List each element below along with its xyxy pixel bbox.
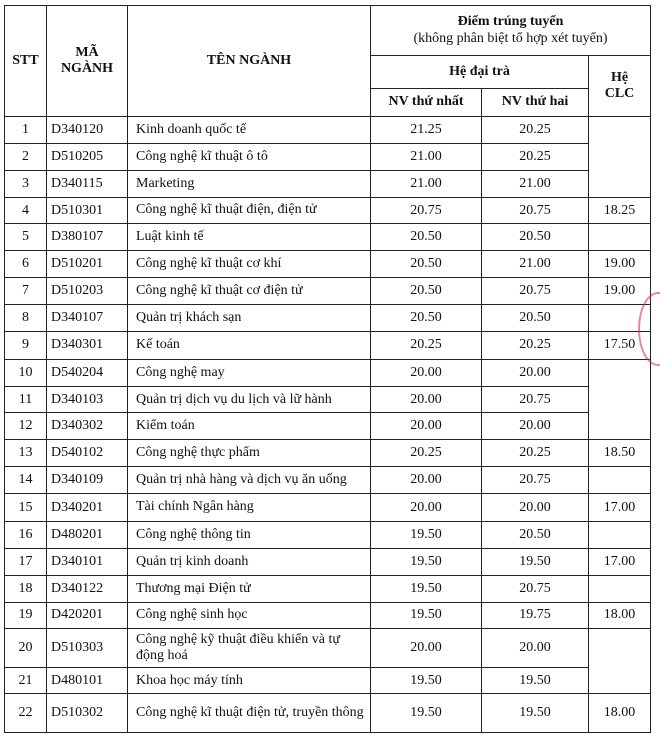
cell-nv-thu-nhat: 21.00 [371, 143, 482, 170]
table-row [5, 143, 651, 170]
cell-clc [589, 575, 651, 602]
cell-nv-thu-hai: 19.50 [482, 667, 589, 694]
cell-ma-nganh: D510205 [47, 143, 128, 170]
cell-nv-thu-hai: 20.75 [482, 197, 589, 224]
cell-nv-thu-hai: 20.75 [482, 278, 589, 305]
cell-nv-thu-nhat: 19.50 [371, 694, 482, 733]
table-row [5, 440, 651, 467]
header-diem-title: Điểm trúng tuyển [457, 14, 564, 30]
cell-nv-thu-hai: 20.00 [482, 629, 589, 667]
cell-ma-nganh: D420201 [47, 602, 128, 629]
cell-nv-thu-hai: 20.50 [482, 305, 589, 332]
cell-nv-thu-hai: 21.00 [482, 170, 589, 197]
header-nv-thu-hai: NV thứ hai [482, 89, 589, 117]
cell-clc [589, 359, 651, 440]
cell-ma-nganh: D340101 [47, 548, 128, 575]
table-row [5, 413, 651, 440]
cell-clc: 18.00 [589, 694, 651, 733]
cell-stt: 20 [5, 629, 47, 667]
table-row [5, 548, 651, 575]
cell-nv-thu-nhat: 21.00 [371, 170, 482, 197]
table-row [5, 359, 651, 386]
cell-stt: 12 [5, 413, 47, 440]
table-row [5, 386, 651, 413]
cell-clc [589, 467, 651, 494]
cell-ma-nganh: D340122 [47, 575, 128, 602]
cell-stt: 16 [5, 521, 47, 548]
cell-clc: 17.00 [589, 494, 651, 522]
table-row [5, 494, 651, 522]
cell-ten-nganh: Quản trị dịch vụ du lịch và lữ hành [128, 386, 371, 413]
cell-ma-nganh: D340103 [47, 386, 128, 413]
cell-nv-thu-nhat: 20.50 [371, 305, 482, 332]
cell-stt: 13 [5, 440, 47, 467]
cell-ma-nganh: D340302 [47, 413, 128, 440]
cell-stt: 2 [5, 143, 47, 170]
cell-nv-thu-nhat: 20.25 [371, 440, 482, 467]
cell-ten-nganh: Thương mại Điện tử [128, 575, 371, 602]
cell-ma-nganh: D480201 [47, 521, 128, 548]
header-he-dai-tra: Hệ đại trà [371, 56, 589, 89]
cell-clc: 17.00 [589, 548, 651, 575]
table-row [5, 331, 651, 359]
cell-clc [589, 629, 651, 694]
cell-nv-thu-nhat: 20.25 [371, 331, 482, 359]
cell-ma-nganh: D340115 [47, 170, 128, 197]
cell-nv-thu-hai: 20.00 [482, 359, 589, 386]
table-row [5, 629, 651, 667]
cell-stt: 5 [5, 224, 47, 251]
cell-ten-nganh: Công nghệ kĩ thuật cơ điện tử [128, 278, 371, 305]
cell-stt: 18 [5, 575, 47, 602]
cell-stt: 4 [5, 197, 47, 224]
cell-ten-nganh: Công nghệ sinh học [128, 602, 371, 629]
cell-stt: 1 [5, 117, 47, 144]
table-row [5, 521, 651, 548]
cell-ten-nganh: Khoa học máy tính [128, 667, 371, 694]
cell-stt: 11 [5, 386, 47, 413]
cell-stt: 9 [5, 331, 47, 359]
cell-ma-nganh: D510201 [47, 251, 128, 278]
cell-nv-thu-hai: 20.00 [482, 494, 589, 522]
cell-ten-nganh: Công nghệ kỹ thuật điều khiển và tự động hoá [128, 629, 371, 667]
cell-stt: 10 [5, 359, 47, 386]
cell-clc: 17.50 [589, 331, 651, 359]
header-diem-trung-tuyen [371, 6, 651, 56]
cell-nv-thu-nhat: 21.25 [371, 117, 482, 144]
cell-ten-nganh: Quản trị khách sạn [128, 305, 371, 332]
table-row [5, 170, 651, 197]
header-ma-line2: NGÀNH [60, 61, 114, 76]
table-row [5, 251, 651, 278]
cell-nv-thu-hai: 20.25 [482, 440, 589, 467]
cell-clc [589, 117, 651, 198]
cell-stt: 15 [5, 494, 47, 522]
cell-stt: 14 [5, 467, 47, 494]
cell-ma-nganh: D510302 [47, 694, 128, 733]
cell-ten-nganh: Quản trị nhà hàng và dịch vụ ăn uống [128, 467, 371, 494]
table-row [5, 575, 651, 602]
header-diem-subtitle: (không phân biệt tổ hợp xét tuyển) [413, 30, 608, 46]
cell-nv-thu-nhat: 19.50 [371, 667, 482, 694]
cell-nv-thu-nhat: 20.00 [371, 386, 482, 413]
cell-clc: 18.25 [589, 197, 651, 224]
table-row [5, 602, 651, 629]
cell-stt: 17 [5, 548, 47, 575]
cell-ten-nganh: Công nghệ kĩ thuật điện tử, truyền thông [128, 694, 371, 733]
cell-stt: 3 [5, 170, 47, 197]
table-row [5, 467, 651, 494]
cell-clc: 19.00 [589, 278, 651, 305]
cell-stt: 6 [5, 251, 47, 278]
cell-ten-nganh: Công nghệ may [128, 359, 371, 386]
header-ma-nganh [47, 6, 128, 117]
cell-ma-nganh: D510301 [47, 197, 128, 224]
cell-nv-thu-hai: 20.75 [482, 386, 589, 413]
admission-scores-table [4, 5, 651, 733]
cell-stt: 8 [5, 305, 47, 332]
cell-nv-thu-hai: 19.50 [482, 548, 589, 575]
table-row [5, 197, 651, 224]
table-body [5, 117, 651, 733]
cell-nv-thu-hai: 20.75 [482, 575, 589, 602]
cell-ma-nganh: D480101 [47, 667, 128, 694]
cell-ten-nganh: Công nghệ thông tin [128, 521, 371, 548]
cell-clc [589, 521, 651, 548]
cell-nv-thu-hai: 20.50 [482, 224, 589, 251]
table-row [5, 667, 651, 694]
header-clc-line2: CLC [604, 86, 635, 101]
cell-ten-nganh: Kinh doanh quốc tế [128, 117, 371, 144]
cell-stt: 7 [5, 278, 47, 305]
cell-stt: 22 [5, 694, 47, 733]
cell-nv-thu-hai: 20.25 [482, 331, 589, 359]
cell-ten-nganh: Luật kinh tế [128, 224, 371, 251]
cell-nv-thu-hai: 20.00 [482, 413, 589, 440]
cell-clc: 19.00 [589, 251, 651, 278]
cell-nv-thu-nhat: 20.75 [371, 197, 482, 224]
cell-nv-thu-nhat: 20.00 [371, 629, 482, 667]
cell-nv-thu-hai: 20.25 [482, 143, 589, 170]
table-row [5, 305, 651, 332]
cell-ten-nganh: Marketing [128, 170, 371, 197]
cell-ma-nganh: D340109 [47, 467, 128, 494]
header-nv-thu-nhat: NV thứ nhất [371, 89, 482, 117]
header-stt: STT [5, 6, 47, 117]
cell-clc: 18.00 [589, 602, 651, 629]
cell-nv-thu-nhat: 20.00 [371, 467, 482, 494]
cell-ma-nganh: D340107 [47, 305, 128, 332]
cell-nv-thu-hai: 21.00 [482, 251, 589, 278]
table-header [5, 6, 651, 117]
table-row [5, 224, 651, 251]
cell-clc: 18.50 [589, 440, 651, 467]
cell-ten-nganh: Công nghệ kĩ thuật cơ khí [128, 251, 371, 278]
cell-nv-thu-nhat: 20.50 [371, 278, 482, 305]
table-row [5, 117, 651, 144]
table-row [5, 694, 651, 733]
cell-ten-nganh: Quản trị kinh doanh [128, 548, 371, 575]
header-ten-nganh: TÊN NGÀNH [128, 6, 371, 117]
cell-nv-thu-nhat: 20.00 [371, 494, 482, 522]
cell-stt: 21 [5, 667, 47, 694]
cell-ma-nganh: D340201 [47, 494, 128, 522]
cell-ten-nganh: Kiểm toán [128, 413, 371, 440]
cell-nv-thu-hai: 19.75 [482, 602, 589, 629]
header-he-clc [589, 56, 651, 117]
cell-nv-thu-nhat: 19.50 [371, 602, 482, 629]
cell-nv-thu-nhat: 20.00 [371, 413, 482, 440]
cell-nv-thu-hai: 20.75 [482, 467, 589, 494]
cell-nv-thu-nhat: 20.50 [371, 251, 482, 278]
cell-ma-nganh: D340120 [47, 117, 128, 144]
cell-nv-thu-nhat: 19.50 [371, 575, 482, 602]
cell-ma-nganh: D540102 [47, 440, 128, 467]
cell-ten-nganh: Tài chính Ngân hàng [128, 494, 371, 522]
cell-ten-nganh: Kế toán [128, 331, 371, 359]
cell-clc [589, 224, 651, 251]
cell-ten-nganh: Công nghệ kĩ thuật ô tô [128, 143, 371, 170]
table-row [5, 278, 651, 305]
cell-ma-nganh: D540204 [47, 359, 128, 386]
cell-ma-nganh: D340301 [47, 331, 128, 359]
header-clc-line1: Hệ [610, 69, 629, 85]
cell-nv-thu-hai: 19.50 [482, 694, 589, 733]
cell-nv-thu-nhat: 20.00 [371, 359, 482, 386]
cell-ten-nganh: Công nghệ kĩ thuật điện, điện tử [128, 197, 371, 224]
cell-ma-nganh: D380107 [47, 224, 128, 251]
header-ma-line1: MÃ [75, 44, 99, 60]
cell-ma-nganh: D510303 [47, 629, 128, 667]
cell-nv-thu-nhat: 19.50 [371, 521, 482, 548]
cell-nv-thu-hai: 20.25 [482, 117, 589, 144]
cell-nv-thu-hai: 20.50 [482, 521, 589, 548]
cell-ma-nganh: D510203 [47, 278, 128, 305]
cell-stt: 19 [5, 602, 47, 629]
cell-ten-nganh: Công nghệ thực phẩm [128, 440, 371, 467]
cell-nv-thu-nhat: 20.50 [371, 224, 482, 251]
cell-nv-thu-nhat: 19.50 [371, 548, 482, 575]
